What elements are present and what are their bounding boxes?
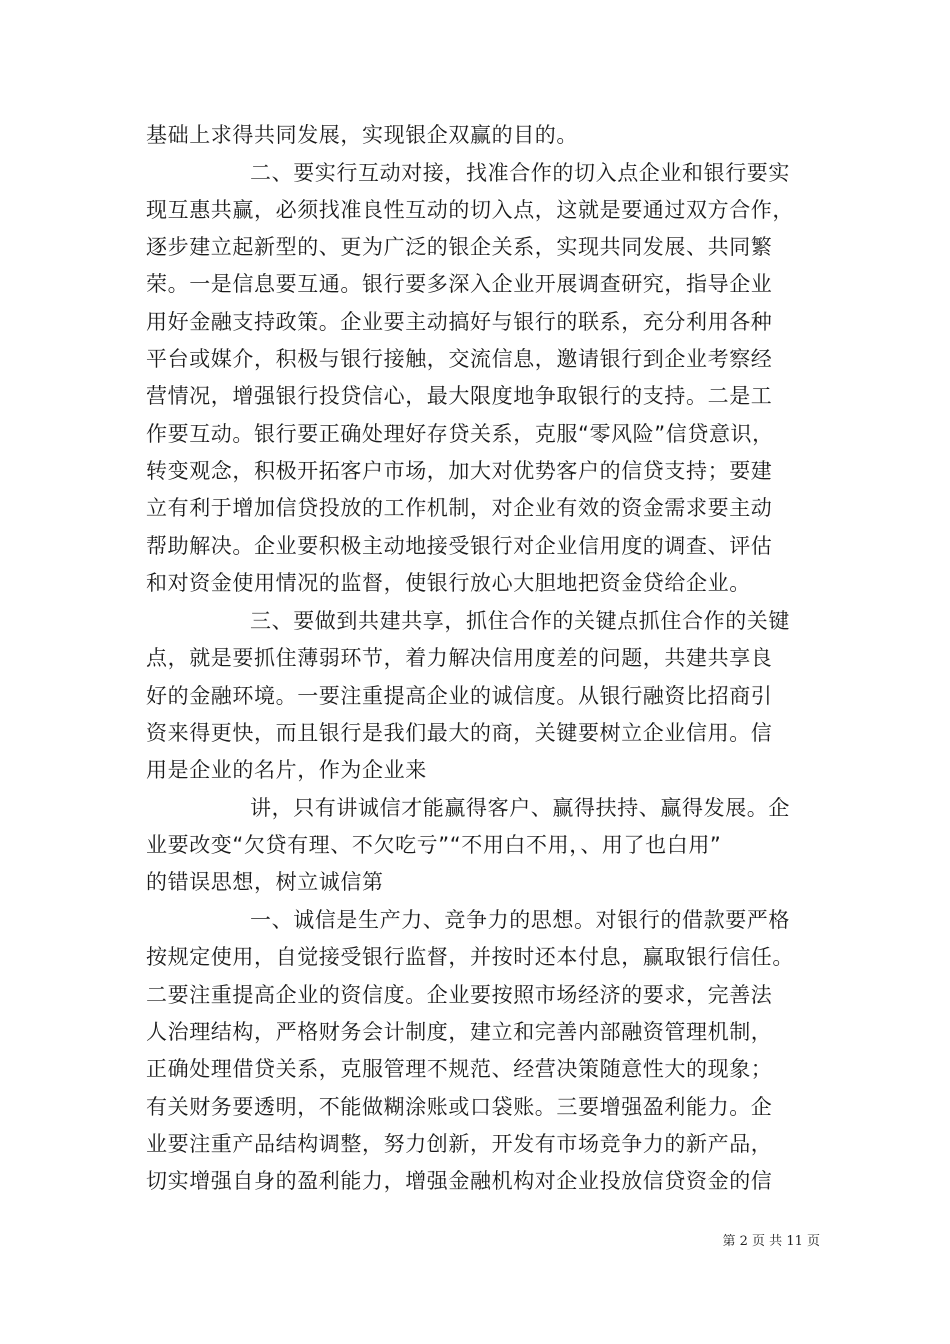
text-line: 的错误思想，树立诚信第	[146, 870, 384, 894]
text-line: 用好金融支持政策。企业要主动搞好与银行的联系，充分利用各种	[146, 310, 773, 334]
text-line: 逐步建立起新型的、更为广泛的银企关系，实现共同发展、共同繁	[146, 235, 773, 259]
paragraph-heading-line: 二、要实行互动对接，找准合作的切入点企业和银行要实	[250, 161, 790, 185]
text-line: 作要互动。银行要正确处理好存贷关系，克服“零风险”信贷意识，	[146, 422, 774, 446]
text-line: 用是企业的名片，作为企业来	[146, 758, 427, 782]
text-line: 立有利于增加信贷投放的工作机制，对企业有效的资金需求要主动	[146, 496, 773, 520]
paragraph-heading-line: 三、要做到共建共享，抓住合作的关键点抓住合作的关键	[250, 609, 790, 633]
text-line: 有关财务要透明，不能做糊涂账或口袋账。三要增强盈利能力。企	[146, 1095, 773, 1119]
text-line: 业要注重产品结构调整，努力创新，开发有市场竞争力的新产品，	[146, 1132, 773, 1156]
text-line: 好的金融环境。一要注重提高企业的诚信度。从银行融资比招商引	[146, 684, 773, 708]
text-line: 荣。一是信息要互通。银行要多深入企业开展调查研究，指导企业	[146, 272, 773, 296]
page-number-footer: 第 2 页 共 11 页	[722, 1234, 820, 1249]
text-line: 点，就是要抓住薄弱环节，着力解决信用度差的问题，共建共享良	[146, 646, 773, 670]
text-line: 转变观念，积极开拓客户市场，加大对优势客户的信贷支持；要建	[146, 459, 773, 483]
text-line: 业要改变“欠贷有理、不欠吃亏”“不用白不用，、用了也白用”	[146, 833, 722, 857]
text-line: 正确处理借贷关系，克服管理不规范、经营决策随意性大的现象；	[146, 1057, 773, 1081]
text-line: 和对资金使用情况的监督，使银行放心大胆地把资金贷给企业。	[146, 571, 751, 595]
paragraph-first-line: 讲，只有讲诚信才能赢得客户、赢得扶持、赢得发展。企	[250, 796, 790, 820]
text-line: 人治理结构，严格财务会计制度，建立和完善内部融资管理机制，	[146, 1020, 773, 1044]
text-line: 切实增强自身的盈利能力，增强金融机构对企业投放信贷资金的信	[146, 1169, 773, 1193]
text-line: 基础上求得共同发展，实现银企双赢的目的。	[146, 123, 578, 147]
text-line: 按规定使用，自觉接受银行监督，并按时还本付息，赢取银行信任。	[146, 945, 794, 969]
paragraph-first-line: 一、诚信是生产力、竞争力的思想。对银行的借款要严格	[250, 908, 790, 932]
text-line: 平台或媒介，积极与银行接触，交流信息，邀请银行到企业考察经	[146, 347, 773, 371]
text-line: 营情况，增强银行投贷信心，最大限度地争取银行的支持。二是工	[146, 384, 773, 408]
text-line: 帮助解决。企业要积极主动地接受银行对企业信用度的调查、评估	[146, 534, 773, 558]
text-line: 二要注重提高企业的资信度。企业要按照市场经济的要求，完善法	[146, 983, 773, 1007]
text-line: 现互惠共赢，必须找准良性互动的切入点，这就是要通过双方合作，	[146, 198, 794, 222]
text-line: 资来得更快，而且银行是我们最大的商，关键要树立企业信用。信	[146, 721, 773, 745]
